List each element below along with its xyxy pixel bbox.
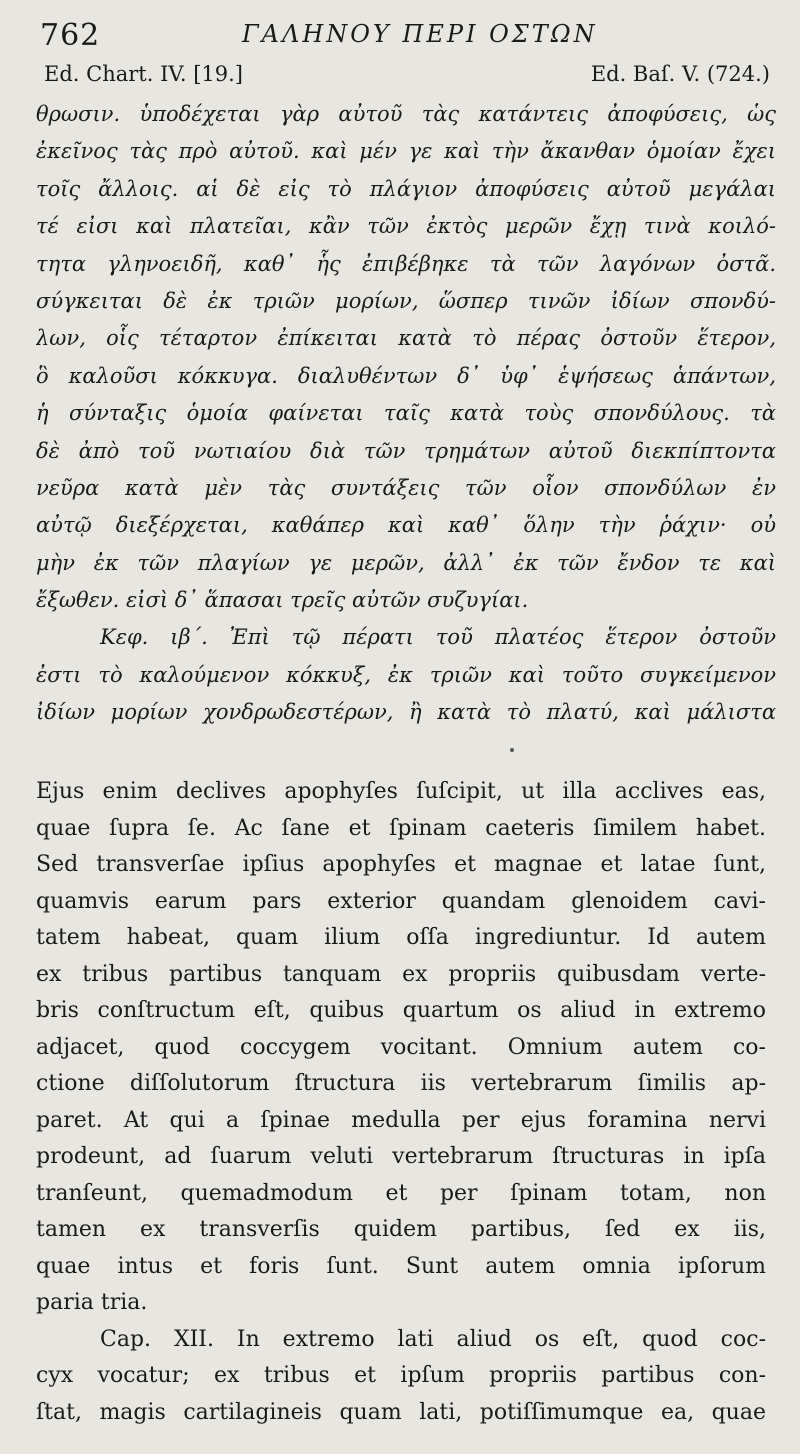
greek-line: τητα γληνοειδῆ, καθ᾽ ἧς ἐπιβέβηκε τὰ τῶν λαγόνων ὀστᾶ.	[36, 251, 776, 276]
page-number: 762	[40, 18, 101, 53]
latin-line: cyx vocatur; ex tribus et ipſum propriis partibus con-	[36, 1363, 766, 1388]
greek-line: τοῖς ἄλλοις. αἱ δὲ εἰς τὸ πλάγιον ἀποφύσεις αὐτοῦ μεγάλαι	[36, 176, 776, 201]
latin-line: tranſeunt, quemadmodum et per ſpinam totam, non	[36, 1180, 766, 1206]
latin-line: tatem habeat, quam ilium oſſa ingrediuntur. Id autem	[36, 925, 766, 950]
greek-chapter-heading-line: Κεφ. ιβ΄. Ἐπὶ τῷ πέρατι τοῦ πλατέος ἕτερον ὀστοῦν	[100, 625, 776, 650]
latin-line: ctione diſſolutorum ſtructura iis vertebrarum ſimilis ap-	[36, 1071, 766, 1096]
greek-line: ὃ καλοῦσι κόκκυγα. διαλυθέντων δ᾽ ὑφ᾽ ἑψήσεως ἁπάντων,	[36, 363, 776, 388]
latin-line: adjacet, quod coccygem vocitant. Omnium autem co-	[36, 1034, 766, 1060]
latin-line: tamen ex transverſis quidem partibus, ſed ex iis,	[36, 1217, 766, 1242]
latin-line: Ejus enim declives apophyſes ſuſcipit, ut illa acclives eas,	[36, 779, 766, 804]
greek-text-block	[36, 96, 776, 732]
greek-line: σύγκειται δὲ ἐκ τριῶν μορίων, ὥσπερ τινῶν ἰδίων σπονδύ-	[36, 288, 776, 313]
greek-line: λων, οἷς τέταρτον ἐπίκειται κατὰ τὸ πέρας ὀστοῦν ἕτερον,	[36, 326, 776, 351]
latin-line: ſtat, magis cartilagineis quam lati, potiſſimumque ea, quae	[36, 1399, 766, 1425]
greek-line: ἐστι τὸ καλούμενον κόκκυξ, ἐκ τριῶν καὶ τοῦτο συγκείμενον	[36, 662, 776, 687]
latin-line: quamvis earum pars exterior quandam glenoidem cavi-	[36, 888, 766, 914]
greek-line: ἔξωθεν. εἰσὶ δ᾽ ἅπασαι τρεῖς αὐτῶν συζυγίαι.	[36, 588, 529, 613]
latin-line: bris conſtructum eſt, quibus quartum os aliud in extremo	[36, 998, 766, 1023]
latin-chapter-heading-line: Cap. XII. In extremo lati aliud os eſt, quod coc-	[100, 1326, 766, 1352]
latin-line: quae intus et foris ſunt. Sunt autem omnia ipſorum	[36, 1253, 766, 1279]
latin-line: paret. At qui a ſpinae medulla per ejus foramina nervi	[36, 1107, 766, 1133]
greek-line: θρωσιν. ὑποδέχεται γὰρ αὐτοῦ τὰς κατάντεις ἀποφύσεις, ὡς	[36, 102, 776, 126]
latin-text-block	[36, 774, 766, 1431]
latin-line: prodeunt, ad ſuarum veluti vertebrarum ſtructuras in ipſa	[36, 1144, 766, 1169]
greek-line: νεῦρα κατὰ μὲν τὰς συντάξεις τῶν οἷον σπονδύλων ἐν	[36, 475, 776, 500]
latin-line: ex tribus partibus tanquam ex propriis quibusdam verte-	[36, 961, 766, 987]
greek-line: ἐκεῖνος τὰς πρὸ αὐτοῦ. καὶ μέν γε καὶ τὴν ἄκανθαν ὁμοίαν ἔχει	[36, 139, 776, 164]
greek-line: αὐτῷ διεξέρχεται, καθάπερ καὶ καθ᾽ ὅλην τὴν ῥάχιν· οὐ	[36, 513, 776, 538]
latin-line: paria tria.	[36, 1290, 148, 1315]
greek-line: ἡ σύνταξις ὁμοία φαίνεται ταῖς κατὰ τοὺς σπονδύλους. τὰ	[36, 401, 776, 426]
running-title: ΓΑΛΗΝΟΥ ΠΕΡΙ ΟΣΤΩΝ	[242, 20, 598, 48]
greek-line: ἰδίων μορίων χονδρωδεστέρων, ἢ κατὰ τὸ πλατύ, καὶ μάλιστα	[36, 700, 776, 725]
greek-line: μὴν ἐκ τῶν πλαγίων γε μερῶν, ἀλλ᾽ ἐκ τῶν ἔνδον τε καὶ	[36, 550, 776, 575]
edition-reference-right: Ed. Baſ. V. (724.)	[590, 62, 770, 86]
greek-line: τέ εἰσι καὶ πλατεῖαι, κἂν τῶν ἐκτὸς μερῶν ἔχῃ τινὰ κοιλό-	[36, 214, 776, 239]
latin-line: quae ſupra ſe. Ac ſane et ſpinam caeteris ſimilem habet.	[36, 815, 766, 841]
edition-reference-left: Ed. Chart. IV. [19.]	[44, 62, 243, 86]
latin-line: Sed transverſae ipſius apophyſes et magnae et latae ſunt,	[36, 852, 766, 877]
greek-line: δὲ ἀπὸ τοῦ νωτιαίου διὰ τῶν τρημάτων αὐτοῦ διεκπίπτοντα	[36, 438, 776, 463]
separator-mark	[510, 748, 514, 752]
